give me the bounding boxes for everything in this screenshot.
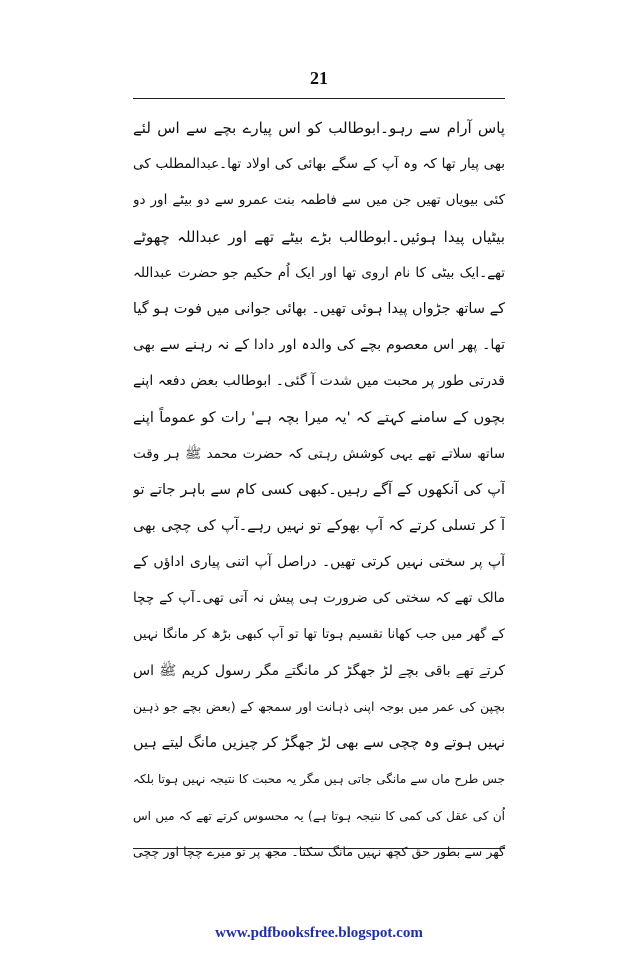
text-line: جس طرح ماں سے مانگی جاتی ہیں مگر یہ محبت کا نتیجہ نہیں ہوتا بلکہ xyxy=(133,772,505,787)
text-line: بچوں کے سامنے کہتے کہ 'یہ میرا بچہ ہے' رات کو عموماً اپنے xyxy=(133,409,505,426)
text-line: تھے۔ایک بیٹی کا نام اروی تھا اور ایک اُم حکیم جو حضرت عبداللہ xyxy=(133,264,505,281)
text-line: پاس آرام سے رہو۔ابوطالب کو اس پیارے بچے سے اس لئے xyxy=(133,119,505,137)
top-rule xyxy=(133,98,505,99)
text-line: آپ کی آنکھوں کے آگے رہیں۔کبھی کسی کام سے باہر جاتے تو xyxy=(133,481,505,498)
text-line: کے ساتھ جڑواں پیدا ہوئی تھیں۔ بھائی جوانی میں فوت ہو گیا xyxy=(133,300,505,317)
text-line: بچپن کی عمر میں بوجہ اپنی ذہانت اور سمجھ کے (بعض بچے جو ذہین xyxy=(133,699,505,714)
text-line: نہیں ہوتے وہ چچی سے بھی لڑ جھگڑ کر چیزیں مانگ لیتے ہیں xyxy=(133,735,505,752)
page-number: 21 xyxy=(310,68,328,88)
text-line: گھر سے بطور حق کچھ نہیں مانگ سکتا۔ مجھ پر تو میرے چچا اور چچی xyxy=(133,843,505,859)
footer-website-link[interactable]: www.pdfbooksfree.blogspot.com xyxy=(215,925,423,941)
text-line: قدرتی طور پر محبت میں شدت آ گئی۔ ابوطالب بعض دفعہ اپنے xyxy=(133,373,505,390)
text-line: کرتے تھے باقی بچے لڑ جھگڑ کر مانگتے مگر رسول کریم ﷺ اس xyxy=(133,662,505,679)
text-line: تھا۔ پھر اس معصوم بچے کی والدہ اور دادا کے نہ رہنے سے بھی xyxy=(133,337,505,354)
bottom-rule xyxy=(133,848,505,849)
text-line: ساتھ سلاتے تھے یہی کوشش رہتی کہ حضرت محمد ﷺ ہر وقت xyxy=(133,445,505,462)
text-line: آپ پر سختی نہیں کرتی تھیں۔ دراصل آپ اتنی پیاری اداؤں کے xyxy=(133,554,505,571)
body-text xyxy=(133,110,505,870)
text-line: کے گھر میں جب کھانا تقسیم ہوتا تھا تو آپ کبھی بڑھ کر مانگا نہیں xyxy=(133,626,505,642)
text-line: مالک تھے کہ سختی کی ضرورت ہی پیش نہ آتی تھی۔آپ کے چچا xyxy=(133,590,505,607)
text-line: کئی بیویاں تھیں جن میں سے فاطمہ بنت عمرو سے دو بیٹے اور دو xyxy=(133,192,505,209)
text-line: بیٹیاں پیدا ہوئیں۔ابوطالب بڑے بیٹے تھے اور عبداللہ چھوٹے xyxy=(133,227,505,246)
text-line: اُن کی عقل کی کمی کا نتیجہ ہوتا ہے) یہ محسوس کرتے تھے کہ میں اس xyxy=(133,808,505,823)
text-line: آ کر تسلی کرتے کہ آپ بھوکے تو نہیں رہے۔آپ کی چچی بھی xyxy=(133,518,505,535)
text-line: بھی پیار تھا کہ وہ آپ کے سگے بھائی کی اولاد تھا۔عبدالمطلب کی xyxy=(133,156,505,173)
